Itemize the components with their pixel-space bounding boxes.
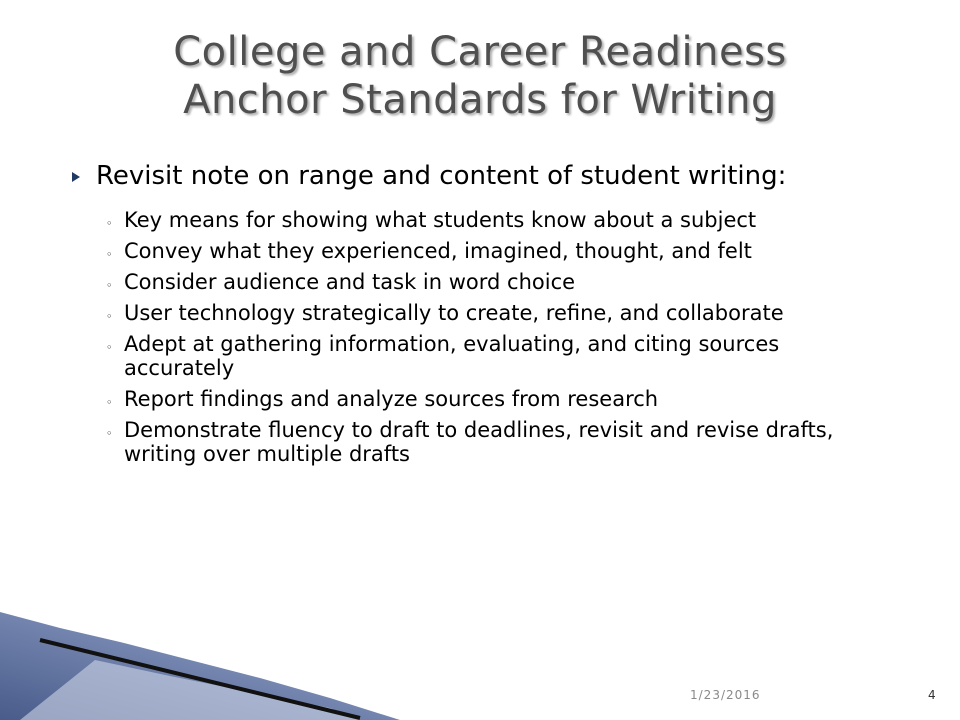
sub-bullet-text: Convey what they experienced, imagined, thought, and felt xyxy=(124,239,752,263)
sub-bullet xyxy=(72,239,872,263)
circle-bullet-icon: ◦ xyxy=(106,217,113,230)
sub-bullet-text: Consider audience and task in word choice xyxy=(124,270,576,294)
circle-bullet-icon: ◦ xyxy=(106,427,113,440)
slide-title xyxy=(60,28,900,124)
sub-bullet-list xyxy=(72,208,872,466)
sub-bullet xyxy=(72,418,872,466)
sub-bullet-text: Adept at gathering information, evaluating, and citing sources accurately xyxy=(124,332,780,380)
title-line-2: Anchor Standards for Writing xyxy=(183,77,777,123)
sub-bullet xyxy=(72,387,872,411)
circle-bullet-icon: ◦ xyxy=(106,310,113,323)
title-line-1: College and Career Readiness xyxy=(173,29,787,75)
footer-date: 1/23/2016 xyxy=(690,688,761,702)
circle-bullet-icon: ◦ xyxy=(106,341,113,354)
sub-bullet xyxy=(72,208,872,232)
sub-bullet-text: Report findings and analyze sources from research xyxy=(124,387,659,411)
sub-bullet xyxy=(72,332,872,380)
triangle-arrow-icon xyxy=(72,172,80,182)
main-bullet xyxy=(72,160,872,192)
sub-bullet xyxy=(72,270,872,294)
main-bullet-text: Revisit note on range and content of student writing: xyxy=(96,161,787,191)
sub-bullet xyxy=(72,301,872,325)
content-area xyxy=(72,160,872,473)
circle-bullet-icon: ◦ xyxy=(106,396,113,409)
corner-decoration xyxy=(0,580,400,720)
sub-bullet-text: Demonstrate fluency to draft to deadlines, revisit and revise drafts, writing over multiple drafts xyxy=(124,418,834,466)
slide-number: 4 xyxy=(928,688,936,702)
sub-bullet-text: Key means for showing what students know about a subject xyxy=(124,208,757,232)
circle-bullet-icon: ◦ xyxy=(106,248,113,261)
sub-bullet-text: User technology strategically to create, refine, and collaborate xyxy=(124,301,784,325)
circle-bullet-icon: ◦ xyxy=(106,279,113,292)
